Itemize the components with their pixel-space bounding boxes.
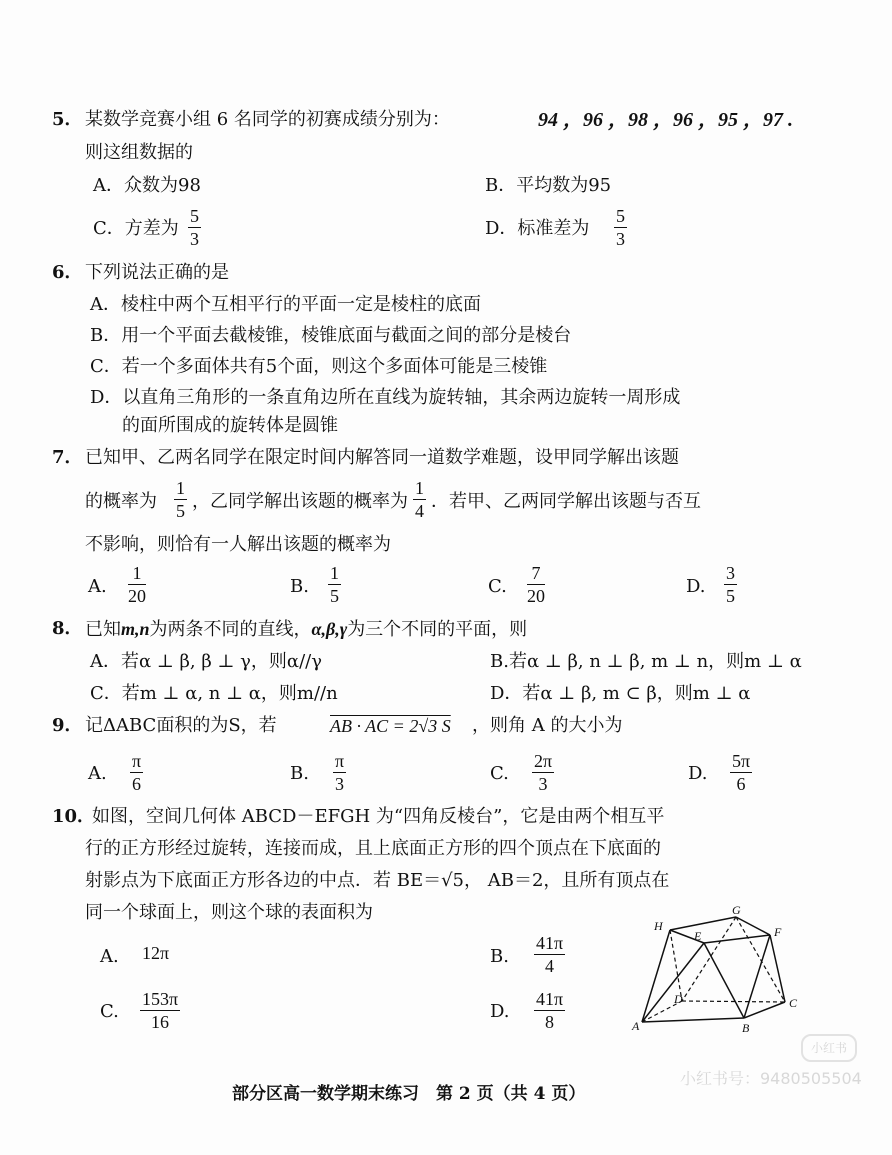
q5-option-d: D．标准差为 [485, 218, 590, 239]
q7-fraction-1-5: $\frac{1}{5}$ [176, 478, 185, 521]
q10-option-b-fraction: $\frac{41\pi}{4}$ [536, 933, 564, 976]
page-footer: 部分区高一数学期末练习 第 2 页（共 4 页） [232, 1084, 586, 1104]
q5-option-b: B．平均数为95 [485, 175, 612, 196]
q5-line2: 则这组数据的 [85, 142, 193, 163]
q10-option-d: D. [490, 1001, 510, 1022]
q7-option-c: C. [488, 576, 507, 597]
label-B: B [742, 1021, 750, 1035]
edge-HD [670, 930, 682, 1001]
q8-option-c: C．若m ⊥ α, n ⊥ α，则m//n [90, 683, 338, 704]
q5-option-c: C．方差为 [93, 218, 179, 239]
label-C: C [789, 996, 798, 1010]
q9-option-d: D. [688, 763, 708, 784]
q7-line2-c: ．若甲、乙两同学解出该题与否互 [431, 491, 701, 512]
q9-option-c-fraction: $\frac{2\pi}{3}$ [534, 751, 553, 794]
label-G: G [732, 905, 741, 917]
edge-HG [670, 917, 736, 930]
label-H: H [654, 919, 663, 933]
q5-option-d-fraction: $\frac{5}{3}$ [616, 206, 625, 249]
q7-option-d-fraction: $\frac{3}{5}$ [726, 563, 735, 606]
q10-option-d-fraction: $\frac{41\pi}{8}$ [536, 989, 564, 1032]
xiaohongshu-id-watermark: 小红书号：9480505504 [680, 1069, 862, 1088]
q8-option-b: B.若α ⊥ β, n ⊥ β, m ⊥ n，则m ⊥ α [490, 651, 802, 672]
q6-number: 6． [52, 262, 83, 283]
edge-EA [642, 943, 704, 1022]
q9-vector-expression: AB · AC = 2√3 S [330, 716, 451, 736]
q7-line1: 已知甲、乙两名同学在限定时间内解答同一道数学难题，设甲同学解出该题 [85, 447, 679, 468]
q9-option-c: C. [490, 763, 509, 784]
q10-line4: 同一个球面上，则这个球的表面积为 [85, 902, 373, 923]
q7-option-b: B. [290, 576, 309, 597]
q9-option-a-fraction: $\frac{\pi}{6}$ [132, 751, 142, 794]
q8-number: 8． [52, 618, 83, 639]
q9-option-b: B. [290, 763, 309, 784]
q10-option-a-value: 12π [142, 943, 170, 963]
q7-number: 7． [52, 447, 83, 468]
q6-option-b: B．用一个平面去截棱锥，棱锥底面与截面之间的部分是棱台 [90, 325, 572, 346]
q9-option-a: A. [88, 763, 107, 784]
edge-DC [682, 1001, 785, 1002]
q5-option-c-fraction: $\frac{5}{3}$ [190, 206, 199, 249]
q9-option-b-fraction: $\frac{\pi}{3}$ [335, 751, 345, 794]
q7-line2-a: 的概率为 [85, 491, 157, 512]
edge-EB [704, 943, 744, 1018]
q7-option-a-fraction: $\frac{1}{20}$ [128, 563, 146, 606]
q9-stem-end: ，则角 A 的大小为 [472, 715, 623, 736]
q7-option-b-fraction: $\frac{1}{5}$ [330, 563, 339, 606]
q10-option-c: C. [100, 1001, 119, 1022]
q6-option-c: C．若一个多面体共有5个面，则这个多面体可能是三棱锥 [90, 356, 548, 377]
q7-fraction-1-4: $\frac{1}{4}$ [415, 478, 424, 521]
q5-scores: 94 ，96 ，98 ，96 ，95 ，97 . [538, 109, 793, 131]
q10-line3: 射影点为下底面正方形各边的中点．若 BE＝√5， AB＝2，且所有顶点在 [85, 870, 670, 891]
label-D: D [674, 992, 683, 1006]
edge-AB [642, 1018, 744, 1022]
q10-line2: 行的正方形经过旋转，连接而成，且上底面正方形的四个顶点在下底面的 [85, 838, 661, 859]
edge-BC [744, 1002, 785, 1018]
q10-option-c-fraction: $\frac{153\pi}{16}$ [142, 989, 179, 1032]
xiaohongshu-logo-watermark: 小红书 [801, 1034, 857, 1062]
q10-number: 10． [52, 806, 96, 827]
edge-FE [704, 935, 770, 943]
q5-line1: 某数学竞赛小组 6 名同学的初赛成绩分别为： [85, 109, 450, 130]
q10-option-b: B. [490, 946, 509, 967]
q7-option-a: A. [88, 576, 107, 597]
q9-number: 9． [52, 715, 83, 736]
q6-stem: 下列说法正确的是 [85, 262, 229, 283]
q7-line3: 不影响，则恰有一人解出该题的概率为 [85, 534, 391, 555]
antiprism-frustum-figure [630, 905, 830, 1035]
label-F: F [774, 925, 782, 939]
q7-option-c-fraction: $\frac{7}{20}$ [527, 563, 545, 606]
q9-stem: 记ΔABC面积的为S，若 [85, 715, 277, 736]
q5-option-a: A．众数为98 [93, 175, 201, 196]
label-A: A [632, 1019, 640, 1033]
q9-option-d-fraction: $\frac{5\pi}{6}$ [732, 751, 751, 794]
edge-FB [744, 935, 770, 1018]
q6-option-d-line1: D．以直角三角形的一条直角边所在直线为旋转轴，其余两边旋转一周形成 [90, 387, 681, 408]
q10-option-a: A. [100, 946, 119, 967]
edge-FC [770, 935, 785, 1002]
q7-line2-b: ，乙同学解出该题的概率为 [192, 491, 408, 512]
q8-stem: 已知m,n为两条不同的直线，α,β,γ为三个不同的平面，则 [85, 619, 528, 640]
q8-option-a: A．若α ⊥ β, β ⊥ γ，则α//γ [90, 651, 322, 672]
q6-option-d-line2: 的面所围成的旋转体是圆锥 [122, 415, 338, 436]
q6-option-a: A．棱柱中两个互相平行的平面一定是棱柱的底面 [90, 294, 481, 315]
label-E: E [694, 929, 702, 943]
q10-line1: 如图，空间几何体 ABCD－EFGH 为“四角反棱台”，它是由两个相互平 [92, 806, 665, 827]
q7-option-d: D. [686, 576, 706, 597]
q8-option-d: D．若α ⊥ β, m ⊂ β，则m ⊥ α [490, 683, 751, 704]
q5-number: 5． [52, 109, 83, 130]
edge-HA [642, 930, 670, 1022]
